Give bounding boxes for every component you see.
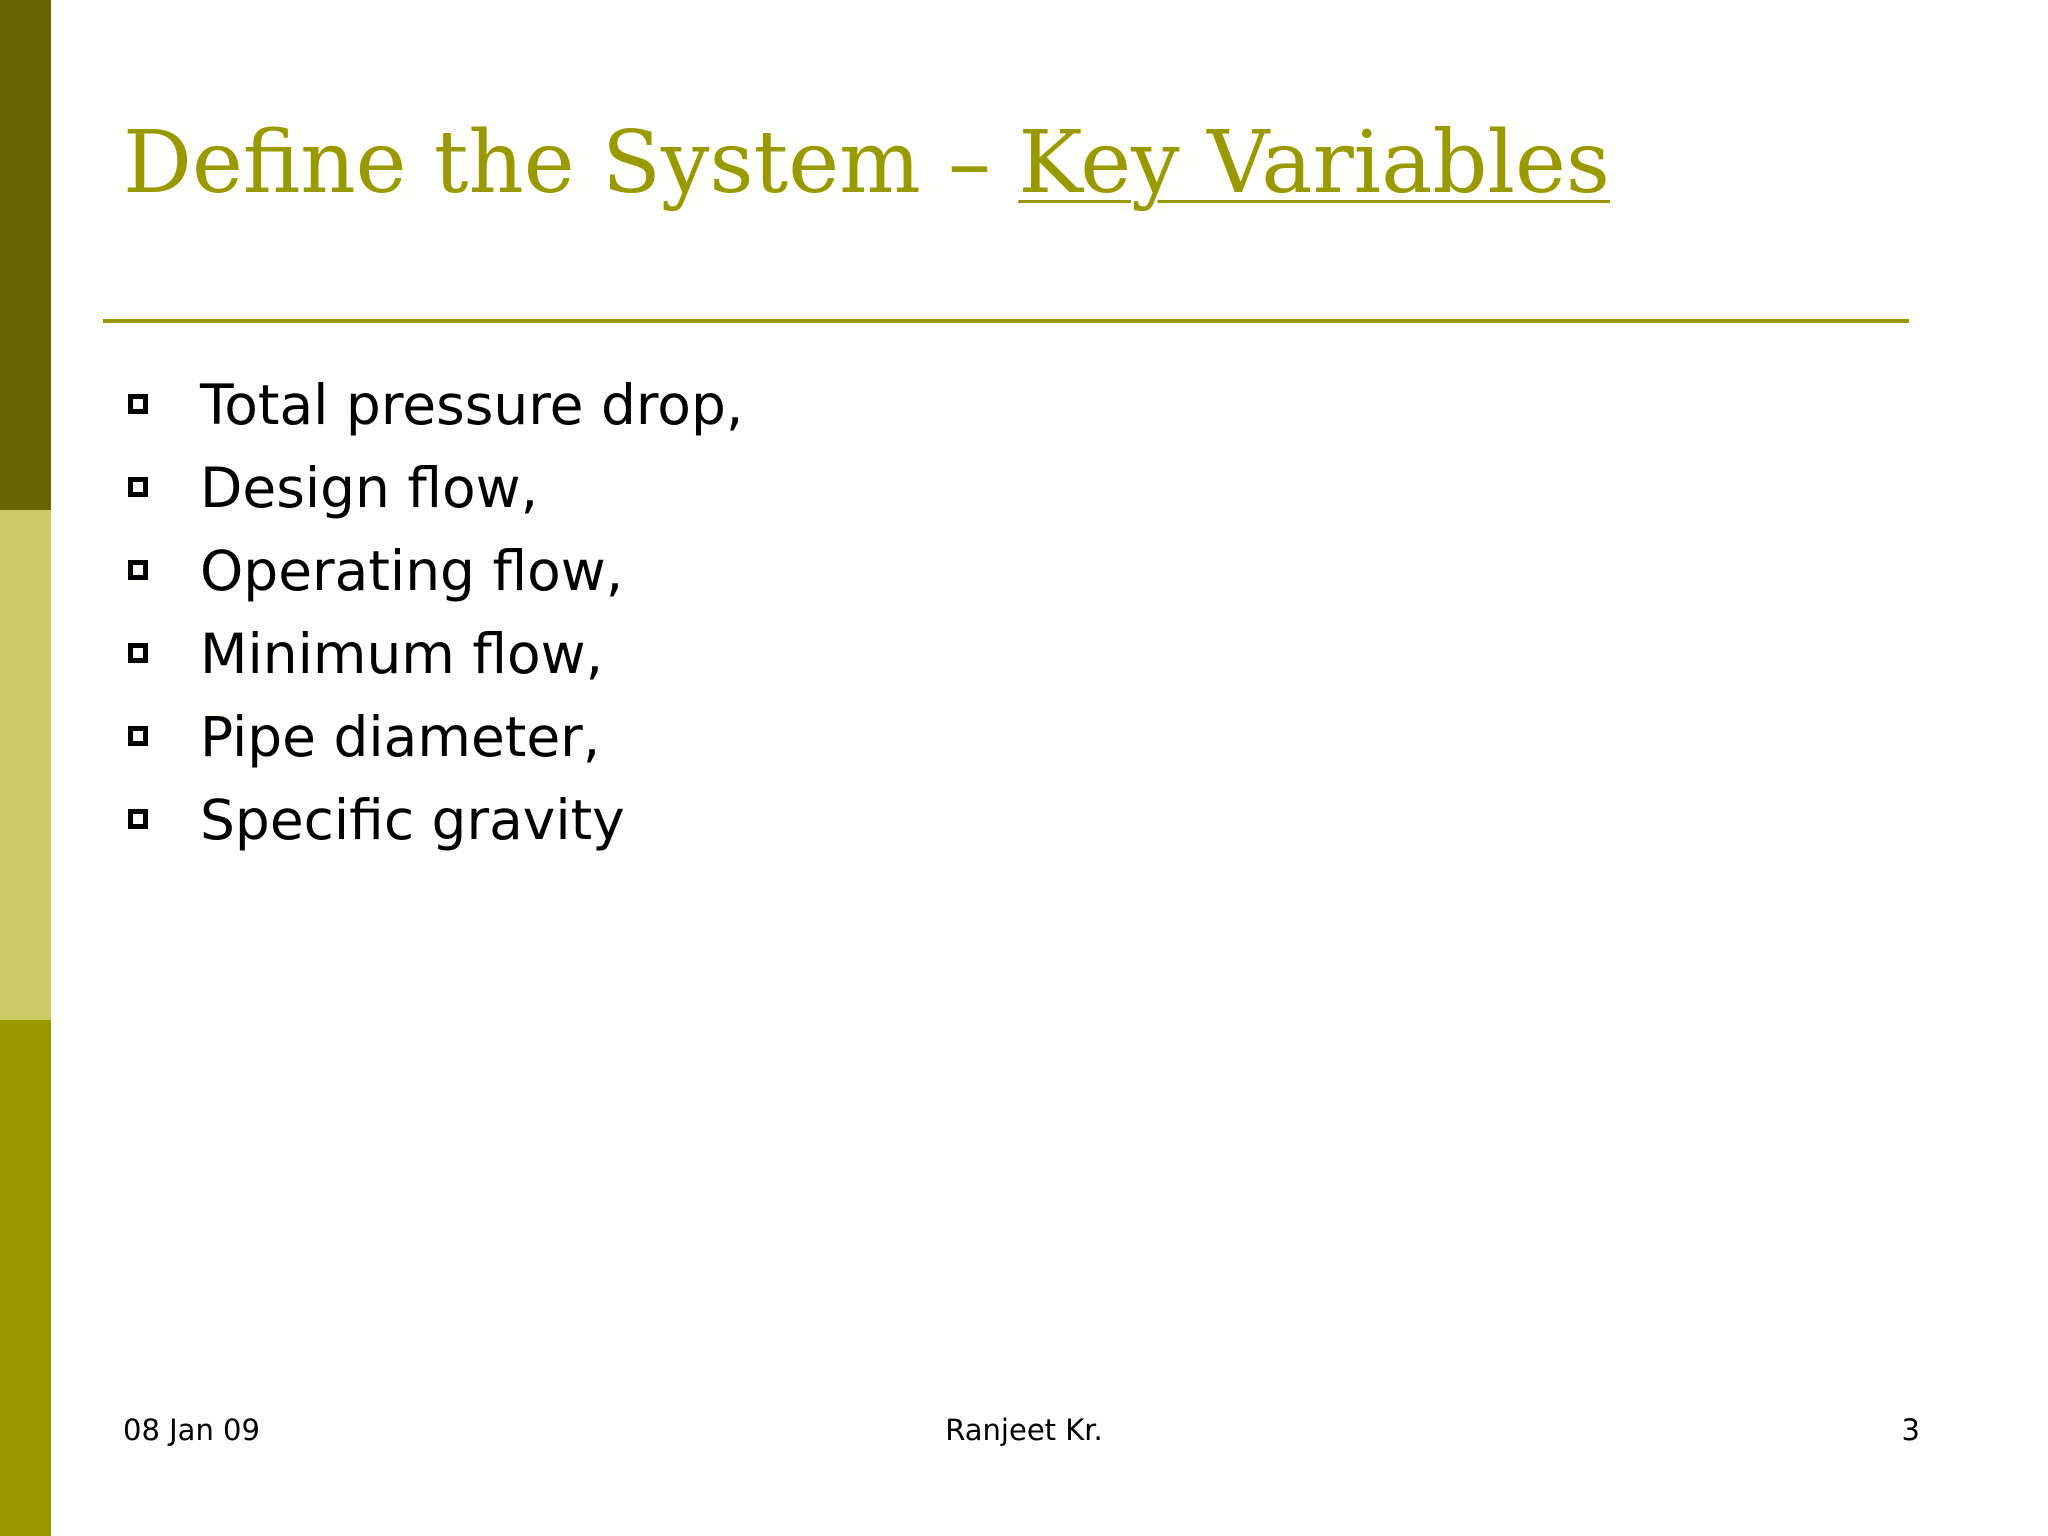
accent-bar-bottom — [0, 1020, 51, 1536]
square-bullet-icon — [128, 726, 148, 746]
list-item-text: Design flow, — [200, 456, 539, 520]
list-item — [124, 364, 743, 447]
list-item-text: Specific gravity — [200, 788, 625, 852]
accent-bar-top — [0, 0, 51, 510]
list-item — [124, 696, 743, 779]
accent-bar-middle — [0, 510, 51, 1020]
key-variables-link[interactable]: Key Variables — [1018, 113, 1611, 213]
list-item — [124, 613, 743, 696]
list-item — [124, 447, 743, 530]
square-bullet-icon — [128, 809, 148, 829]
list-item-text: Minimum flow, — [200, 622, 604, 686]
square-bullet-icon — [128, 560, 148, 580]
slide-title-text: Define the System – — [123, 113, 1019, 213]
square-bullet-icon — [128, 394, 148, 414]
list-item-text: Pipe diameter, — [200, 705, 601, 769]
list-item-text: Total pressure drop, — [200, 373, 744, 437]
list-item-text: Operating flow, — [200, 539, 624, 603]
square-bullet-icon — [128, 643, 148, 663]
list-item — [124, 779, 743, 862]
title-divider — [103, 319, 1909, 323]
footer-date: 08 Jan 09 — [123, 1413, 260, 1447]
slide-title — [123, 103, 1610, 223]
page-number: 3 — [1901, 1413, 1920, 1447]
footer-author: Ranjeet Kr. — [945, 1413, 1103, 1447]
list-item — [124, 530, 743, 613]
bullet-list — [124, 364, 743, 862]
square-bullet-icon — [128, 477, 148, 497]
